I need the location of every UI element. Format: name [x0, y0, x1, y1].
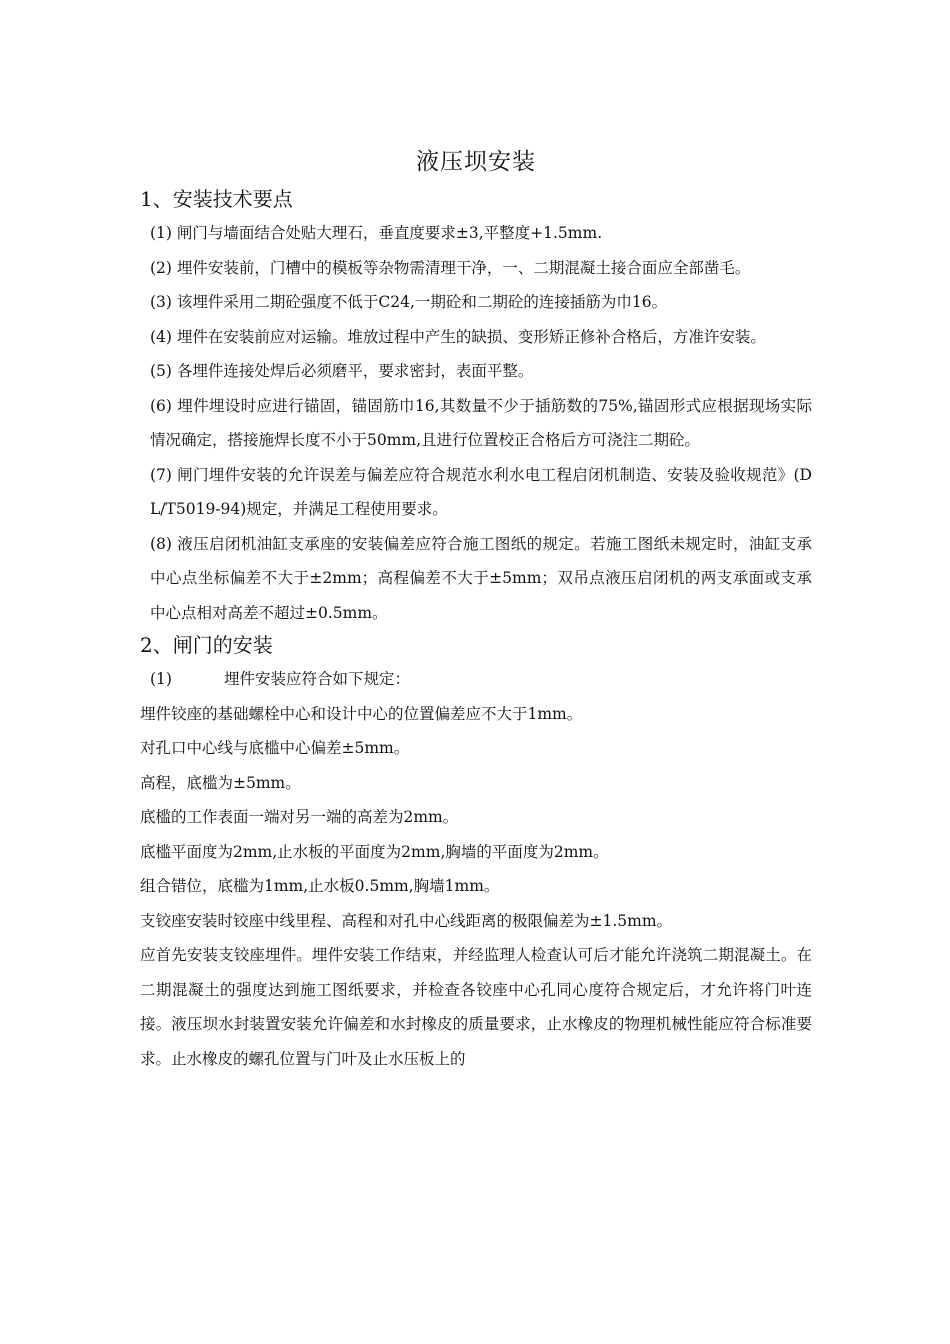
- page-title: 液压坝安装: [416, 149, 536, 175]
- section-2-line-6: 组合错位，底槛为1mm,止水板0.5mm,胸墙1mm。: [140, 877, 500, 895]
- section-1-heading: 1、安装技术要点: [140, 187, 293, 211]
- section-2-paragraph: 应首先安装支铰座埋件。埋件安装工作结束，并经监理人检查认可后才能允许浇筑二期混凝土。在二期混凝土的强度达到施工图纸要求，并检查各铰座中心孔同心度符合规定后，才允许将门叶连接。液压坝水封装置安装允许偏差和水封橡皮的质量要求，止水橡皮的物理机械性能应符合标准要求。止水橡皮的螺孔位置与门叶及止水压板上的: [140, 946, 812, 1068]
- section-1-item-6: (6) 埋件埋设时应进行锚固，锚固筋巾16,其数量不少于插筋数的75%,锚固形式应根据现场实际情况确定，搭接施焊长度不小于50mm,且进行位置校正合格后方可浇注二期砼。: [150, 396, 812, 449]
- section-2-line-7: 支铰座安装时铰座中线里程、高程和对孔中心线距离的极限偏差为±1.5mm。: [140, 911, 673, 930]
- section-2-heading: 2、闸门的安装: [140, 633, 273, 657]
- section-2-line-5: 底槛平面度为2mm,止水板的平面度为2mm,胸墙的平面度为2mm。: [140, 842, 609, 861]
- section-2-intro-text: 埋件安装应符合如下规定：: [224, 670, 411, 688]
- section-2-intro: [140, 662, 812, 697]
- section-1-item-4: (4) 埋件在安装前应对运输。堆放过程中产生的缺损、变形矫正修补合格后，方准许安装。: [150, 327, 766, 346]
- section-1-item-7: (7) 闸门埋件安装的允许误差与偏差应符合规范水利水电工程启闭机制造、安装及验收规范》(DL/T5019-94)规定，并满足工程使用要求。: [150, 465, 812, 518]
- section-2-line-1: 埋件铰座的基础螺栓中心和设计中心的位置偏差应不大于1mm。: [140, 704, 583, 723]
- section-2-line-4: 底槛的工作表面一端对另一端的高差为2mm。: [140, 808, 459, 826]
- section-2-intro-number: (1): [150, 670, 172, 688]
- section-1-item-5: (5) 各埋件连接处焊后必须磨平，要求密封，表面平整。: [150, 362, 534, 380]
- section-1-item-2: (2) 埋件安装前，门槽中的模板等杂物需清理干净，一、二期混凝土接合面应全部凿毛。: [150, 258, 751, 277]
- section-1-item-3: (3) 该埋件采用二期砼强度不低于C24,一期砼和二期砼的连接插筋为巾16。: [150, 293, 668, 311]
- document-page: [140, 146, 812, 1076]
- section-1-item-1: (1) 闸门与墙面结合处贴大理石，垂直度要求±3,平整度+1.5mm.: [150, 224, 603, 242]
- section-2-line-3: 高程，底槛为±5mm。: [140, 773, 301, 792]
- section-2-line-2: 对孔口中心线与底槛中心偏差±5mm。: [140, 739, 410, 757]
- section-1-item-8: (8) 液压启闭机油缸支承座的安装偏差应符合施工图纸的规定。若施工图纸未规定时，油缸支承中心点坐标偏差不大于±2mm；高程偏差不大于±5mm；双吊点液压启闭机的两支承面或支承中心点相对高差不超过±0.5mm。: [150, 534, 812, 622]
